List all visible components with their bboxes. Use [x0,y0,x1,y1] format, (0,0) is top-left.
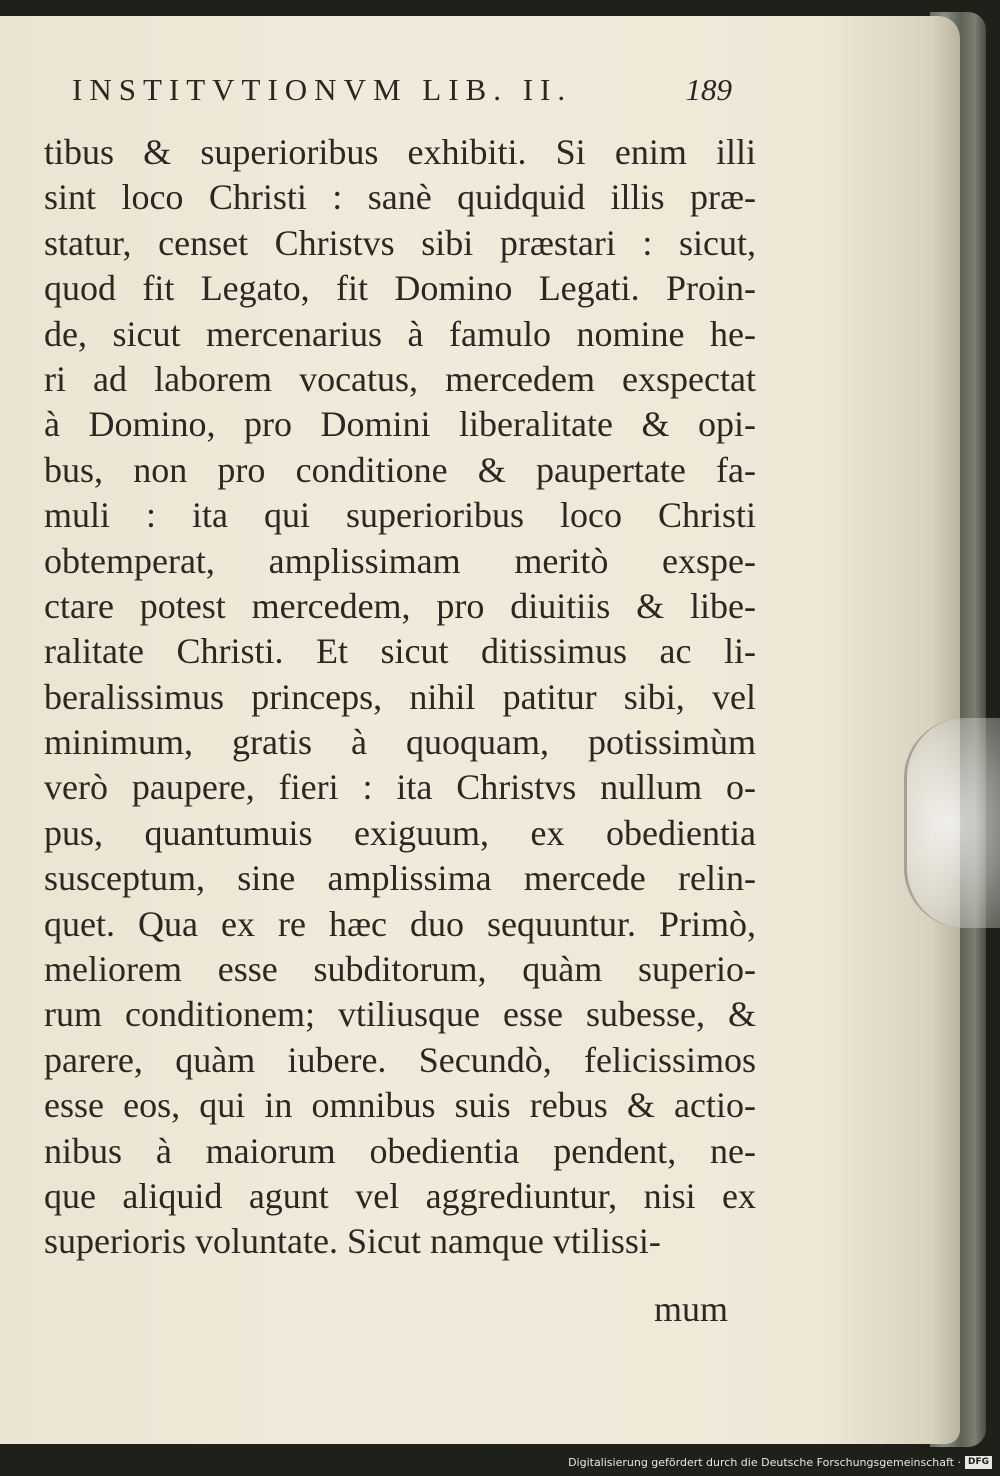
catchword: mum [654,1289,729,1329]
text-line: minimum, gratis à quoquam, potissimùm [44,722,756,763]
text-line: nibus à maiorum obedientia pendent, ne- [44,1130,756,1171]
text-line: ri ad laborem vocatus, mercedem exspectat [44,358,756,399]
text-line: tibus & superioribus exhibiti. Si enim illi [44,132,756,172]
text-line: quod fit Legato, fit Domino Legati. Proin- [44,268,756,309]
running-head: INSTITVTIONVM LIB. II. [72,72,573,107]
text-line: meliorem esse subditorum, quàm superio- [44,949,756,990]
text-line: superioris voluntate. Sicut namque vtilissi- [44,1221,661,1262]
text-line: ctare potest mercedem, pro diuitiis & libe- [44,585,756,626]
dfg-logo: DFG [965,1456,992,1469]
text-line: esse eos, qui in omnibus suis rebus & actio- [44,1085,756,1126]
credit-text: Digitalisierung gefördert durch die Deutsche Forschungsgemeinschaft · [568,1455,961,1469]
text-line: de, sicut mercenarius à famulo nomine he- [44,313,756,354]
text-line: statur, censet Christvs sibi præstari : sicut, [44,222,756,263]
glass-clasp [904,718,1000,928]
text-line: muli : ita qui superioribus loco Christi [44,495,756,536]
text-line: bus, non pro conditione & paupertate fa- [44,449,756,490]
digitization-credit [568,1452,992,1472]
text-line: pus, quantumuis exiguum, ex obedientia [44,812,756,853]
text-line: beralissimus princeps, nihil patitur sibi, vel [44,676,756,717]
text-line: quet. Qua ex re hæc duo sequuntur. Primò, [44,903,756,944]
text-line: susceptum, sine amplissima mercede relin- [44,858,756,899]
text-line: parere, quàm iubere. Secundò, felicissimos [44,1039,756,1080]
page-number: 189 [685,72,732,107]
page-header [72,70,752,114]
body-text [44,130,756,1265]
text-line: à Domino, pro Domini liberalitate & opi- [44,404,756,445]
text-line: verò paupere, fieri : ita Christvs nullum o- [44,767,756,808]
text-line: que aliquid agunt vel aggrediuntur, nisi ex [44,1175,756,1216]
text-line: obtemperat, amplissimam meritò exspe- [44,540,756,581]
text-line: rum conditionem; vtiliusque esse subesse, & [44,994,756,1035]
text-line: sint loco Christi : sanè quidquid illis præ- [44,177,756,218]
text-line: ralitate Christi. Et sicut ditissimus ac li- [44,631,756,672]
